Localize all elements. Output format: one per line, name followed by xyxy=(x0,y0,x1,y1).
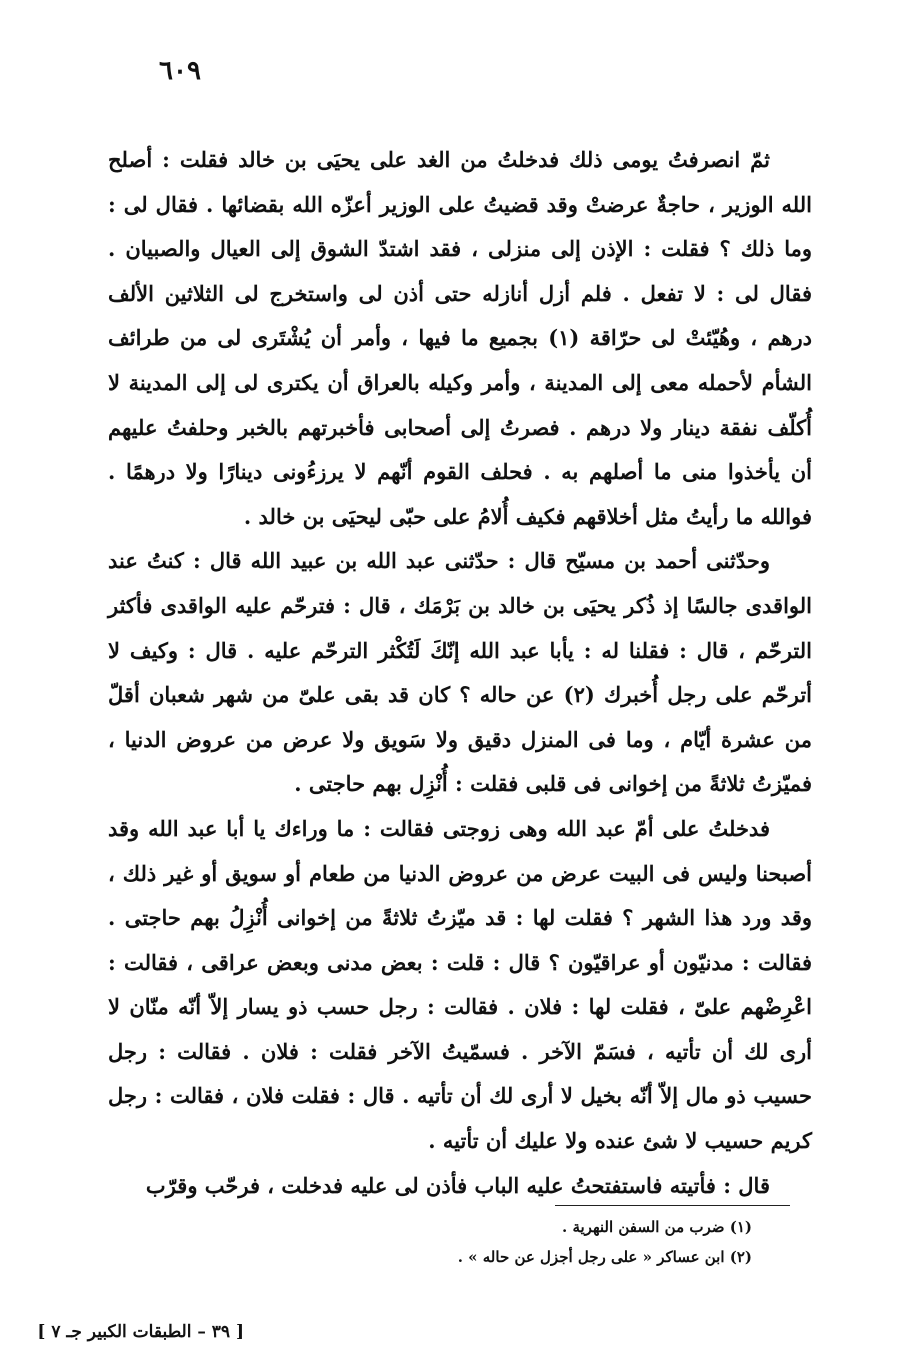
page-footer: [ ٣٩ – الطبقات الكبير جـ ٧ ] xyxy=(37,1322,244,1342)
page-number: ٦٠٩ xyxy=(159,56,201,86)
footnote-divider xyxy=(555,1205,790,1206)
paragraph-3: فدخلتُ على أمّ عبد الله وهى زوجتى فقالت : ما وراءك يا أبا عبد الله وقد أصبحنا وليس فى البيت عرض من عروض الدنيا من طعام أو سويق أو غير ذلك ، وقد ورد هذا الشهر ؟ فقلت لها : قد ميّزتُ ثلاثةً من إخوانى أُنْزِلُ بهم حاجتى . فقالت : مدنيّون أو عراقيّون ؟ قال : قلت : بعض مدنى وبعض عراقى ، فقالت : اعْرِضْهم علىّ ، فقلت لها : فلان . فقالت : رجل حسب ذو يسار إلاّ أنّه منّان لا أرى لك أن تأتيه ، فسَمّ الآخر . فسمّيتُ الآخر فقلت : فلان . فقالت : رجل حسيب ذو مال إلاّ أنّه بخيل لا أرى لك أن تأتيه . قال : فقلت فلان ، فقالت : رجل كريم حسيب لا شئ عنده ولا عليك أن تأتيه . xyxy=(108,815,812,1154)
paragraph-2: وحدّثنى أحمد بن مسيّح قال : حدّثنى عبد الله بن عبيد الله قال : كنتُ عند الواقدى جالسًا إذ ذُكر يحيَى بن خالد بن بَرْمَك ، قال : فترحّم عليه الواقدى فأكثر الترحّم ، قال : فقلنا له : يأبا عبد الله إنّكَ لَتُكْثر الترحّم عليه . قال : وكيف لا أترحّم على رجل أُخبرك (٢) عن حاله ؟ كان قد بقى علىّ من شهر شعبان أقلّ من عشرة أيّام ، وما فى المنزل دقيق ولا سَويق ولا عرض من عروض الدنيا ، فميّزتُ ثلاثةً من إخوانى فى قلبى فقلت : أُنْزِل بهم حاجتى . xyxy=(108,548,812,797)
paragraph-1: ثمّ انصرفتُ يومى ذلك فدخلتُ من الغد على يحيَى بن خالد فقلت : أصلح الله الوزير ، حاجةٌ عرضتْ وقد قضيتُ على الوزير أعزّه الله بقضائها . فقال لى : وما ذلك ؟ فقلت : الإذن إلى منزلى ، فقد اشتدّ الشوق إلى العيال والصبيان . فقال لى : لا تفعل . فلم أزل أنازله حتى أذن لى واستخرج لى الثلاثين الألف درهم ، وهُيّئتْ لى حرّاقة (١) بجميع ما فيها ، وأمر أن يُشْتَرى لى من طرائف الشأم لأحمله معى إلى المدينة ، وأمر وكيله بالعراق أن يكترى لى إلى المدينة لا أُكلّف نفقة دينار ولا درهم . فصرتُ إلى أصحابى فأخبرتهم بالخبر وحلفتُ عليهم أن يأخذوا منى ما أصلهم به . فحلف القوم أنّهم لا يرزءُونى دينارًا ولا درهمًا . فوالله ما رأيتُ مثل أخلاقهم فكيف أُلامُ على حبّى ليحيَى بن خالد . xyxy=(108,147,812,529)
footnote-1: (١) ضرب من السفن النهرية . xyxy=(562,1218,752,1236)
footnote-2: (٢) ابن عساكر « على رجل أجزل عن حاله » . xyxy=(457,1248,752,1266)
footnotes xyxy=(300,1212,752,1272)
paragraph-4: قال : فأتيته فاستفتحتُ عليه الباب فأذن لى عليه فدخلت ، فرحّب وقرّب xyxy=(145,1172,770,1198)
main-text xyxy=(108,138,812,1208)
